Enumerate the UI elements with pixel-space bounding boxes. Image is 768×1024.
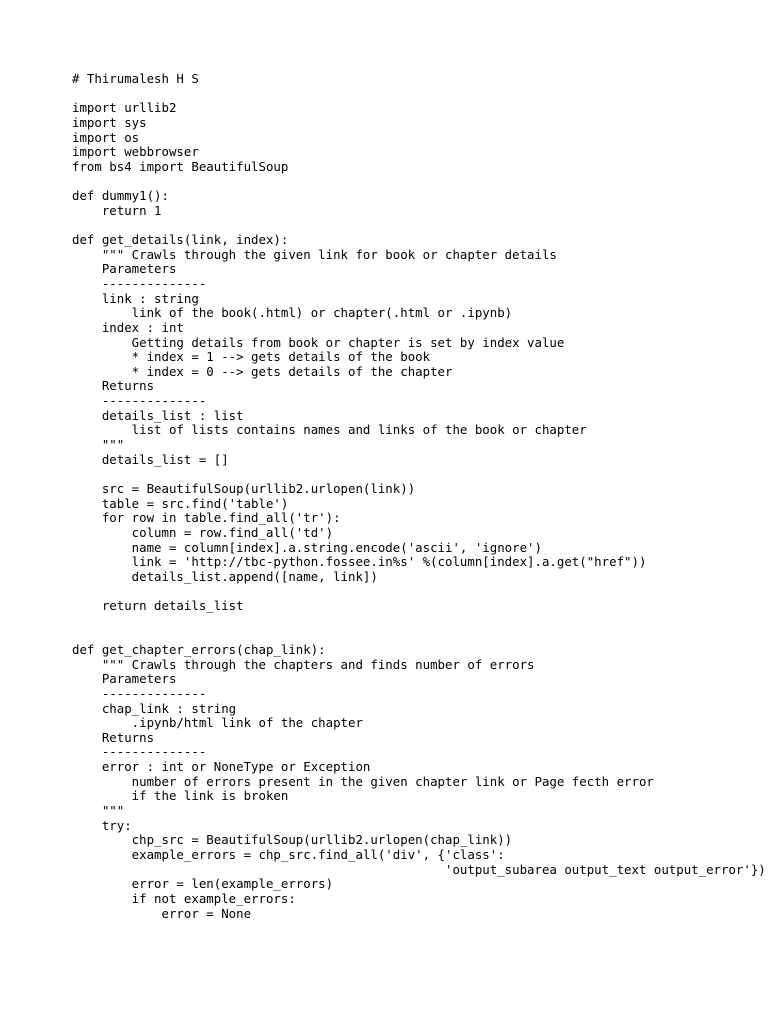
- code-line: src = BeautifulSoup(urllib2.urlopen(link)): [72, 480, 416, 496]
- code-line: details_list.append([name, link]): [72, 568, 378, 584]
- code-line: import os: [72, 129, 140, 145]
- code-line: details_list = []: [72, 451, 229, 467]
- code-line: 'output_subarea output_text output_error'}): [72, 861, 766, 877]
- code-line: error = len(example_errors): [72, 876, 334, 892]
- code-line: * index = 1 --> gets details of the book: [72, 349, 431, 365]
- code-line: Returns: [72, 378, 155, 394]
- code-line: def dummy1():: [72, 188, 169, 204]
- code-line: for row in table.find_all('tr'):: [72, 510, 341, 526]
- code-line: [72, 218, 766, 233]
- code-line: """: [72, 437, 125, 453]
- code-line: link of the book(.html) or chapter(.html or .ipynb): [72, 305, 513, 321]
- code-line: [72, 174, 766, 189]
- code-line: Parameters: [72, 261, 177, 277]
- code-line: chp_src = BeautifulSoup(urllib2.urlopen(chap_link)): [72, 832, 513, 848]
- code-line: error = None: [72, 905, 252, 921]
- code-line: index : int: [72, 319, 184, 335]
- code-line: --------------: [72, 685, 207, 701]
- code-line: return 1: [72, 202, 162, 218]
- code-line: [72, 467, 766, 482]
- code-line: .ipynb/html link of the chapter: [72, 715, 363, 731]
- code-line: error : int or NoneType or Exception: [72, 759, 371, 775]
- code-line: if the link is broken: [72, 788, 289, 804]
- code-line: number of errors present in the given chapter link or Page fecth error: [72, 773, 654, 789]
- code-line: import webbrowser: [72, 144, 199, 160]
- code-line: Returns: [72, 729, 155, 745]
- code-line: try:: [72, 817, 132, 833]
- code-line: * index = 0 --> gets details of the chapter: [72, 363, 453, 379]
- code-line: # Thirumalesh H S: [72, 71, 199, 86]
- code-line: """: [72, 803, 125, 819]
- code-line: table = src.find('table'): [72, 495, 289, 511]
- code-line: def get_details(link, index):: [72, 232, 289, 248]
- code-line: """ Crawls through the chapters and finds number of errors: [72, 656, 535, 672]
- code-line: list of lists contains names and links of the book or chapter: [72, 422, 587, 438]
- code-line: link = 'http://tbc-python.fossee.in%s' %(column[index].a.get("href")): [72, 554, 647, 570]
- code-line: --------------: [72, 393, 207, 409]
- code-line: [72, 87, 766, 102]
- code-line: from bs4 import BeautifulSoup: [72, 158, 289, 174]
- code-line: return details_list: [72, 598, 244, 614]
- code-line: import urllib2: [72, 100, 177, 116]
- code-line: details_list : list: [72, 407, 244, 423]
- code-line: --------------: [72, 744, 207, 760]
- code-line: --------------: [72, 275, 207, 291]
- code-line: Getting details from book or chapter is set by index value: [72, 334, 565, 350]
- code-line: Parameters: [72, 671, 177, 687]
- code-line: def get_chapter_errors(chap_link):: [72, 641, 326, 657]
- source-code-block: [72, 72, 766, 921]
- code-line: [72, 614, 766, 629]
- code-line: [72, 628, 766, 643]
- code-line: example_errors = chp_src.find_all('div', {'class':: [72, 846, 505, 862]
- code-line: if not example_errors:: [72, 890, 296, 906]
- code-line: import sys: [72, 114, 147, 130]
- code-line: [72, 584, 766, 599]
- code-line: chap_link : string: [72, 700, 237, 716]
- code-line: link : string: [72, 290, 199, 306]
- code-line: """ Crawls through the given link for book or chapter details: [72, 246, 557, 262]
- code-line: column = row.find_all('td'): [72, 524, 334, 540]
- code-line: name = column[index].a.string.encode('ascii', 'ignore'): [72, 539, 542, 555]
